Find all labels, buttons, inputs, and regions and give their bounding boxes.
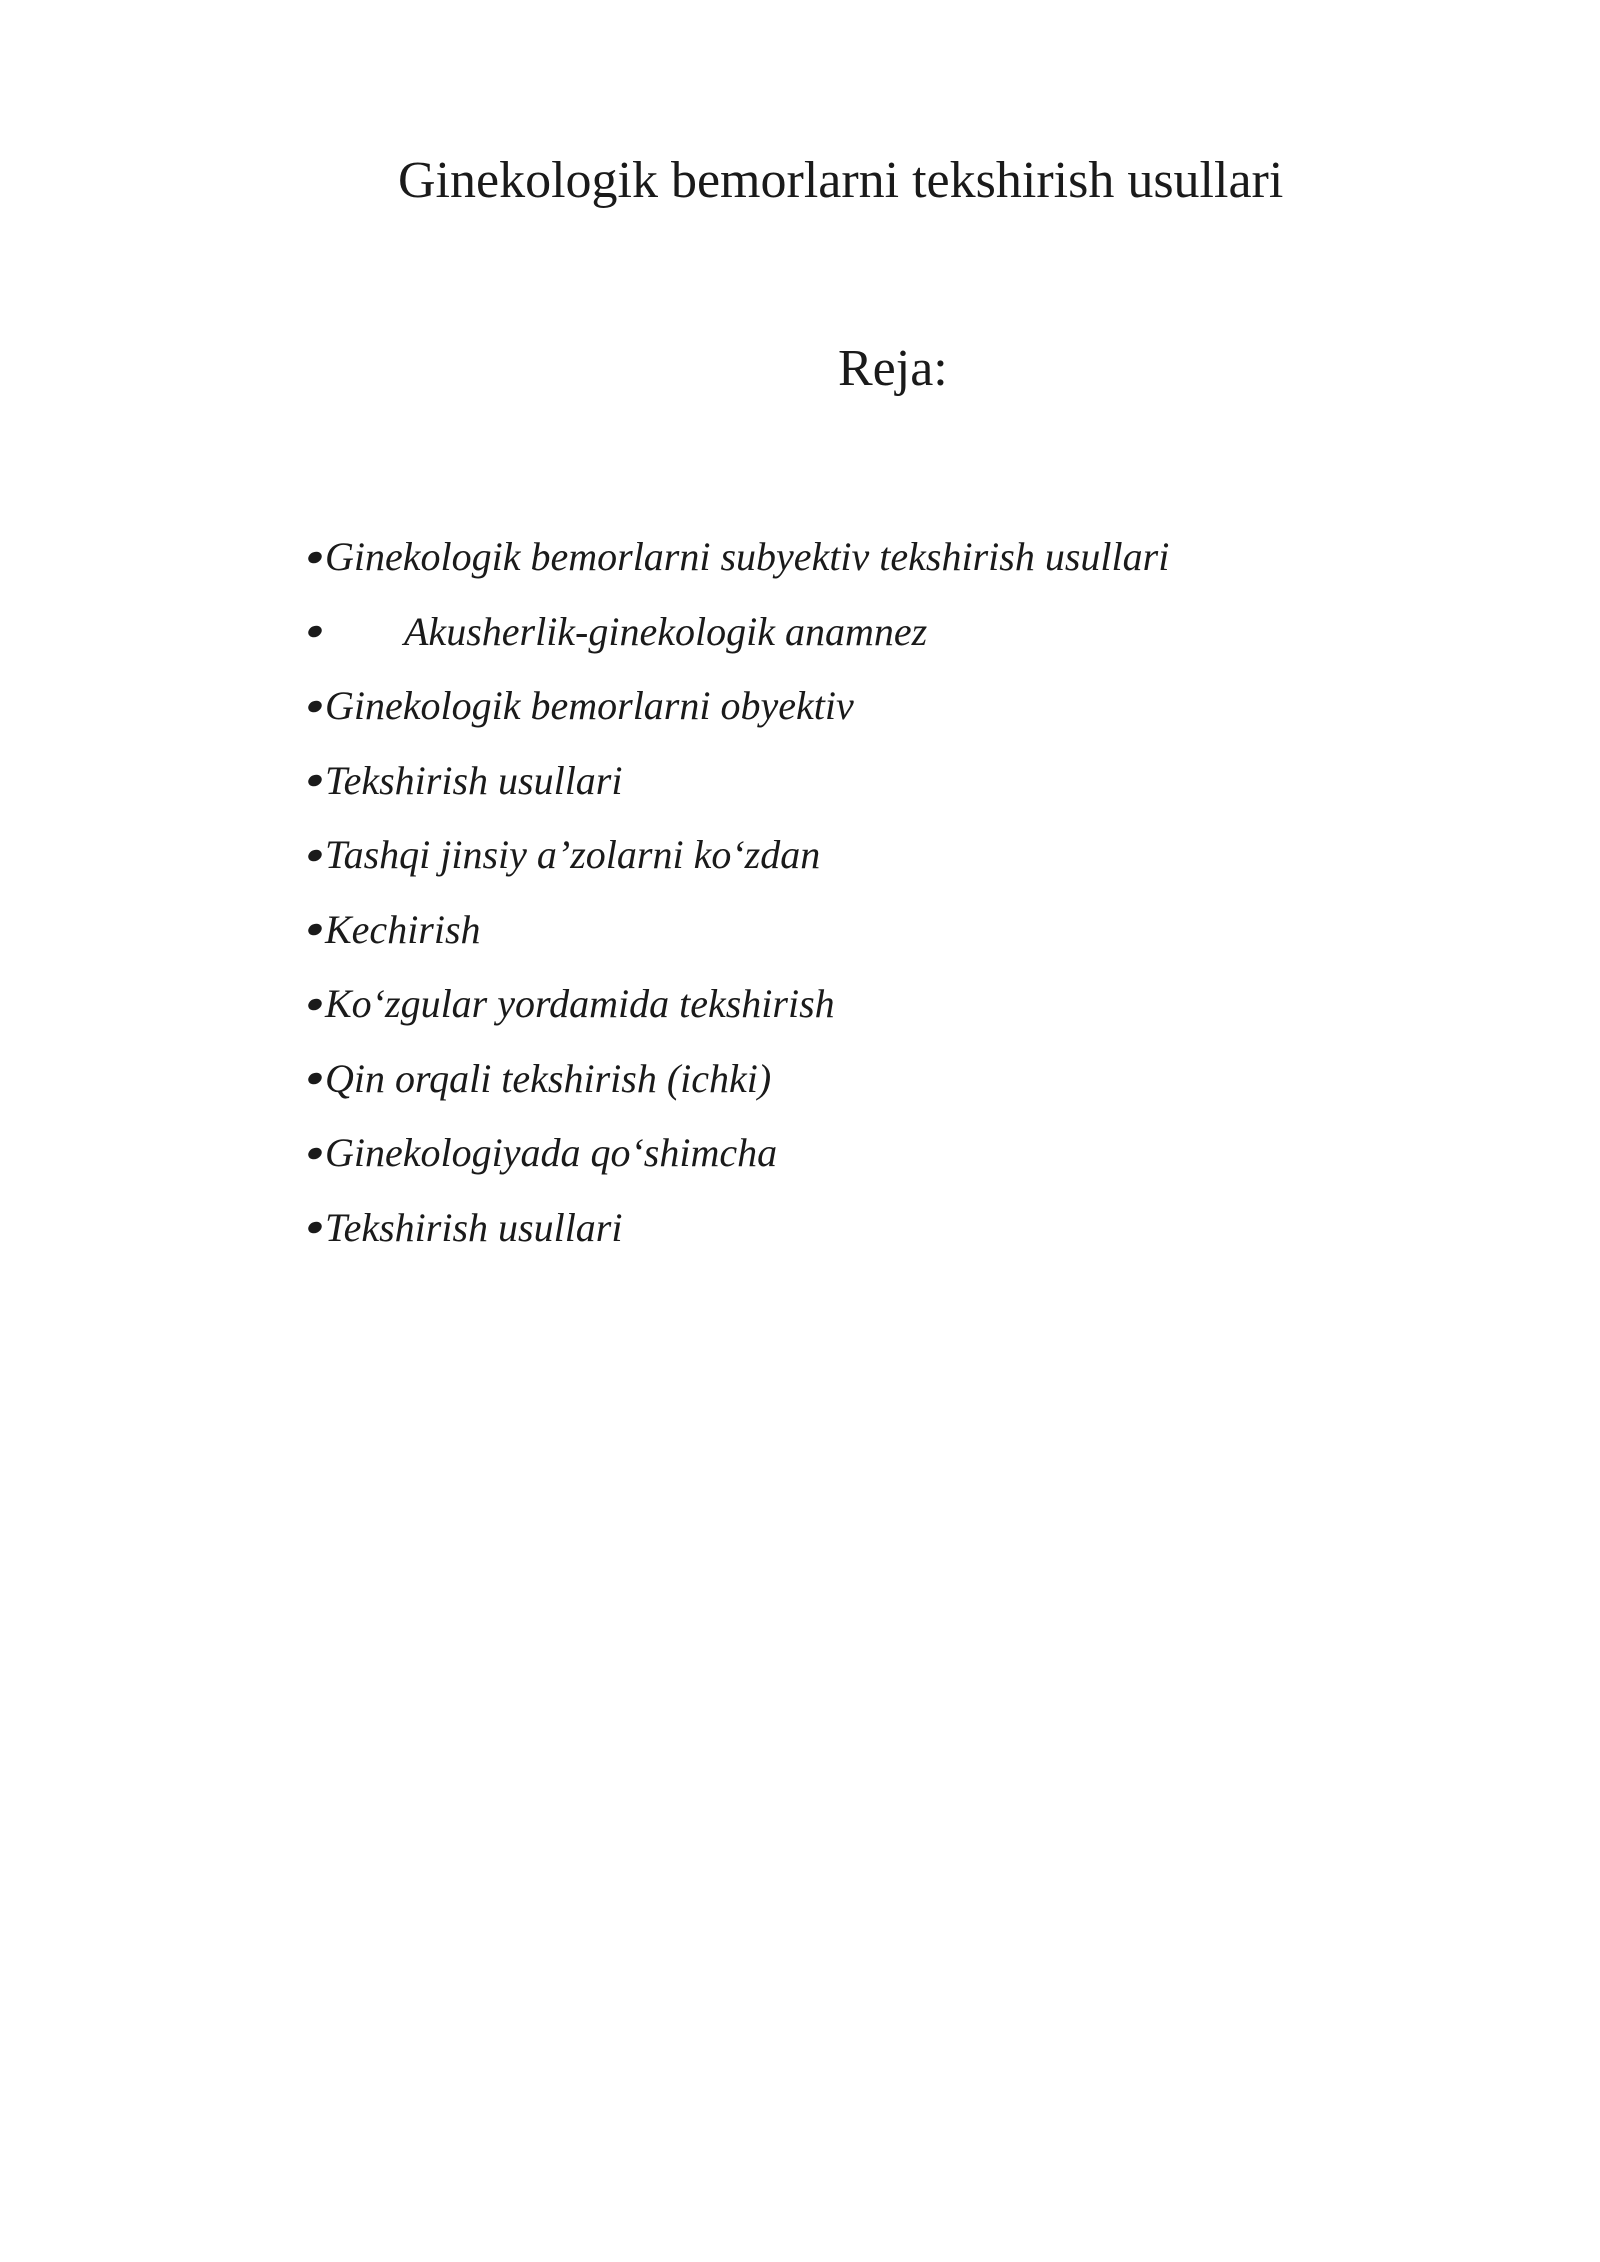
- plan-item: [308, 744, 1169, 819]
- plan-item-text: Tashqi jinsiy a’zolarni ko‘zdan: [325, 832, 821, 878]
- plan-item-text: Ko‘zgular yordamida tekshirish: [325, 981, 835, 1027]
- bullet-dot-icon: [306, 773, 323, 789]
- plan-item: [308, 967, 1169, 1042]
- bullet-dot-icon: [306, 847, 323, 863]
- bullet-dot-icon: [306, 1071, 323, 1087]
- plan-item: [308, 595, 1169, 670]
- bullet-dot-icon: [306, 1220, 323, 1236]
- bullet-dot-icon: [306, 996, 323, 1012]
- plan-item-text: Qin orqali tekshirish (ichki): [325, 1055, 772, 1101]
- plan-list: [308, 520, 1169, 1265]
- plan-item: [308, 1116, 1169, 1191]
- plan-item: [308, 520, 1169, 595]
- plan-item-text: Kechirish: [325, 906, 481, 952]
- plan-item: [308, 893, 1169, 968]
- plan-item: [308, 1042, 1169, 1117]
- plan-item-text: Ginekologik bemorlarni obyektiv: [325, 683, 854, 729]
- plan-heading: Reja:: [838, 340, 948, 397]
- plan-item-text: Ginekologiyada qo‘shimcha: [325, 1130, 778, 1176]
- bullet-dot-icon: [306, 922, 323, 938]
- plan-item-text: Akusherlik-ginekologik anamnez: [404, 608, 928, 654]
- plan-item: [308, 1191, 1169, 1266]
- plan-item-text: Tekshirish usullari: [325, 757, 623, 803]
- bullet-dot-icon: [306, 549, 323, 565]
- bullet-dot-icon: [306, 698, 323, 714]
- plan-item: [308, 818, 1169, 893]
- plan-item: [308, 669, 1169, 744]
- bullet-dot-icon: [306, 1145, 323, 1161]
- document-title: Ginekologik bemorlarni tekshirish usullari: [398, 152, 1284, 209]
- plan-item-text: Ginekologik bemorlarni subyektiv tekshirish usullari: [325, 534, 1170, 580]
- plan-item-text: Tekshirish usullari: [325, 1204, 623, 1250]
- bullet-dot-icon: [306, 624, 323, 640]
